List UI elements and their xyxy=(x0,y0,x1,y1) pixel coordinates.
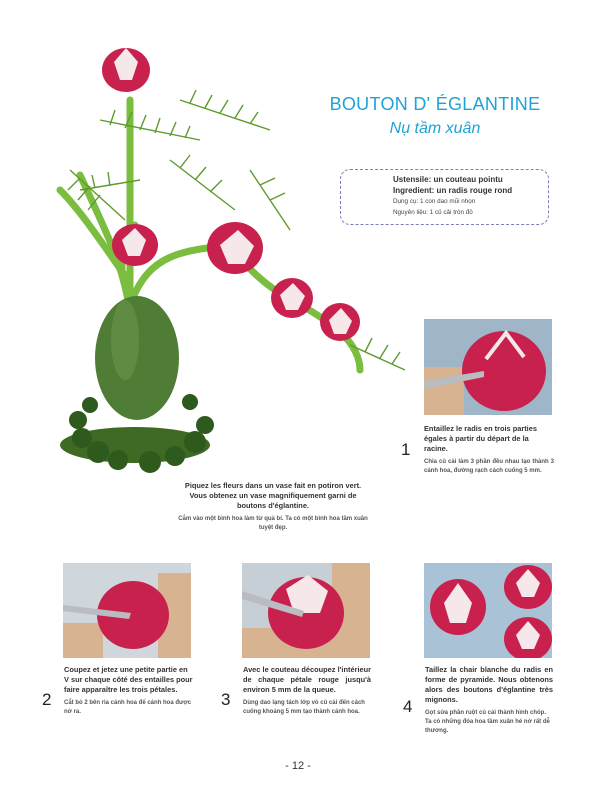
step-4-vi: Gọt sửa phần ruột củ cải thành hình chóp. Ta có những đóa hoa tầm xuân hé nở rất dễ thương. xyxy=(425,710,550,734)
tools-vi-ingredient: Nguyên liệu: 1 củ cải tròn đỏ xyxy=(393,209,473,216)
radish-bud xyxy=(320,303,360,341)
main-caption xyxy=(178,481,368,533)
step-4-text xyxy=(425,665,553,736)
caption-vi: Cắm vào một bình hoa làm từ quả bí. Ta có một bình hoa tầm xuân tuyệt đẹp. xyxy=(178,516,368,531)
step-3-number: 3 xyxy=(221,690,231,709)
step-1-number: 1 xyxy=(401,440,411,459)
step-3-vi: Dùng dao lạng tách lớp vỏ củ cải đến cách cuống khoảng 5 mm tạo thành cánh hoa. xyxy=(243,700,365,715)
step-1-text xyxy=(424,424,554,476)
tools-fr-ingredient: Ingredient: un radis rouge rond xyxy=(393,186,513,195)
radish-bud xyxy=(112,224,158,266)
radish-bud xyxy=(207,222,263,274)
step-2-fr: Coupez et jetez une petite partie en V sur chaque côté des entailles pour faire apparaître les trois pétales. xyxy=(64,665,193,694)
step-2-number: 2 xyxy=(42,690,52,709)
step-3-photo xyxy=(242,563,370,658)
page-title: BOUTON D' ÉGLANTINE xyxy=(329,94,541,114)
step-4-fr: Taillez la chair blanche du radis en forme de pyramide. Nous obtenons alors des boutons d'églantine très mignons. xyxy=(425,665,553,704)
step-4-photo xyxy=(424,563,552,658)
step-2-photo xyxy=(63,563,191,658)
step-1-fr: Entaillez le radis en trois parties égales à partir du départ de la racine. xyxy=(424,424,537,453)
page-number: - 12 - xyxy=(285,760,311,772)
caption-fr: Piquez les fleurs dans un vase fait en potiron vert. Vous obtenez un vase magnifiquement garni de boutons d'églantine. xyxy=(184,481,362,510)
step-2-vi: Cắt bỏ 2 bên rìa cánh hoa để cánh hoa được nở ra. xyxy=(64,700,191,715)
tools-vi-utensil: Dụng cụ: 1 con dao mũi nhọn xyxy=(393,198,476,205)
step-3-fr: Avec le couteau découpez l'intérieur de chaque pétale rouge jusqu'à environ 5 mm de la queue. xyxy=(243,665,371,694)
tools-fr-utensil: Ustensile: un couteau pointu xyxy=(393,175,503,184)
page-subtitle: Nụ tầm xuân xyxy=(389,120,481,137)
step-1-photo xyxy=(424,319,552,415)
step-1-vi: Chia củ cải làm 3 phần đều nhau tạo thành 3 cánh hoa, đường rạch cách cuống 5 mm. xyxy=(424,459,554,474)
step-2-text xyxy=(64,665,194,717)
step-4-number: 4 xyxy=(403,697,413,716)
radish-bud xyxy=(271,278,313,318)
step-3-text xyxy=(243,665,371,717)
tools-box xyxy=(340,169,549,225)
radish-bud xyxy=(102,48,150,92)
